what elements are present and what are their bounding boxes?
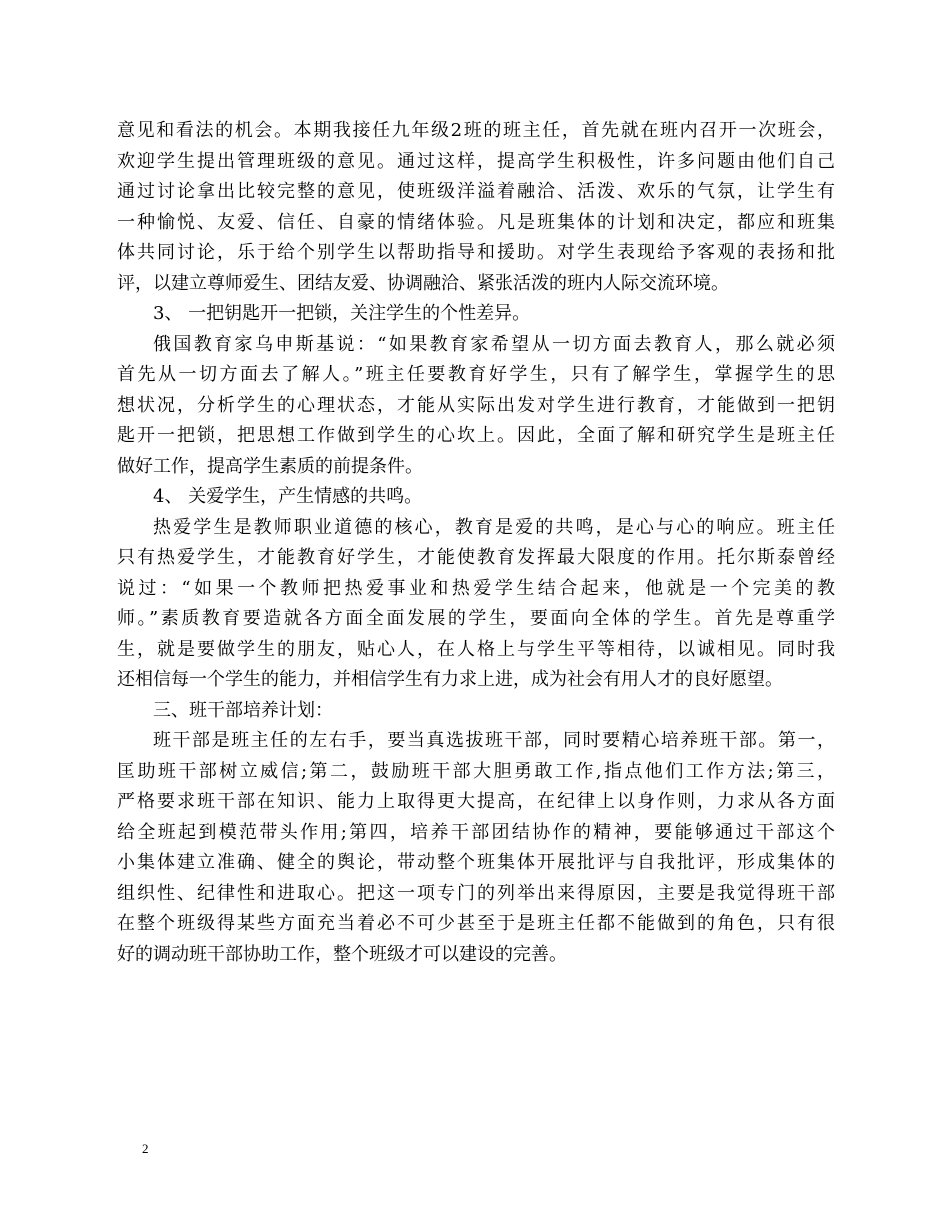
text-line: 匙开一把锁，把思想工作做到学生的心坎上。因此，全面了解和研究学生是班主任 xyxy=(117,425,835,446)
text-line: 严格要求班干部在知识、能力上取得更大提高，在纪律上以身作则，力求从各方面 xyxy=(117,791,835,812)
text-line: 还相信每一个学生的能力，并相信学生有力求上进，成为社会有用人才的良好愿望。 xyxy=(117,669,783,690)
heading-text: 4、 关爱学生，产生情感的共鸣。 xyxy=(153,486,423,507)
text-line: 首先从一切方面去了解人。”班主任要教育好学生，只有了解学生，掌握学生的思 xyxy=(117,364,835,385)
paragraph-understand-students xyxy=(117,330,835,483)
text-line: 生，就是要做学生的朋友，贴心人，在人格上与学生平等相待，以诚相见。同时我 xyxy=(117,638,835,660)
text-line: 通过讨论拿出比较完整的意见，使班级洋溢着融洽、活泼、欢乐的气氛，让学生有 xyxy=(117,181,835,202)
text-line: 说过：“如果一个教师把热爱事业和热爱学生结合起来，他就是一个完美的教 xyxy=(117,577,835,599)
heading-text: 三、班干部培养计划： xyxy=(153,699,333,721)
text-line: 评，以建立尊师爱生、团结友爱、协调融洽、紧张活泼的班内人际交流环境。 xyxy=(117,272,729,294)
text-line: 只有热爱学生，才能教育好学生，才能使教育发挥最大限度的作用。托尔斯泰曾经 xyxy=(117,547,835,568)
heading-section-3 xyxy=(117,696,835,727)
text-line: 一种愉悦、友爱、信任、自豪的情绪体验。凡是班集体的计划和决定，都应和班集 xyxy=(117,211,835,233)
heading-text: 3、 一把钥匙开一把锁，关注学生的个性差异。 xyxy=(153,303,531,324)
page-number: 2 xyxy=(142,1141,149,1156)
text-line: 想状况，分析学生的心理状态，才能从实际出发对学生进行教育，才能做到一把钥 xyxy=(117,394,835,416)
text-line: 小集体建立准确、健全的舆论，带动整个班集体开展批评与自我批评，形成集体的 xyxy=(117,852,835,873)
text-line: 班干部是班主任的左右手，要当真选拔班干部，同时要精心培养班干部。第一， xyxy=(153,730,835,751)
heading-item-3 xyxy=(117,299,835,330)
text-line: 热爱学生是教师职业道德的核心，教育是爱的共鸣，是心与心的响应。班主任 xyxy=(153,516,835,538)
text-line: 在整个班级得某些方面充当着必不可少甚至于是班主任都不能做到的角色，只有很 xyxy=(117,913,835,934)
paragraph-love-students xyxy=(117,513,835,696)
paragraph-class-meeting xyxy=(117,116,835,299)
text-line: 匡助班干部树立威信;第二，鼓励班干部大胆勇敢工作,指点他们工作方法;第三， xyxy=(117,760,835,782)
text-line: 好的调动班干部协助工作，整个班级才可以建设的完善。 xyxy=(117,943,567,965)
document-body xyxy=(117,116,835,970)
text-line: 师。”素质教育要造就各方面全面发展的学生，要面向全体的学生。首先是尊重学 xyxy=(117,608,835,629)
text-line: 组织性、纪律性和进取心。把这一项专门的列举出来得原因，主要是我觉得班干部 xyxy=(117,882,835,904)
heading-item-4 xyxy=(117,482,835,513)
text-line: 欢迎学生提出管理班级的意见。通过这样，提高学生积极性，许多问题由他们自己 xyxy=(117,150,835,172)
text-line: 做好工作，提高学生素质的前提条件。 xyxy=(117,455,423,477)
text-line: 俄国教育家乌申斯基说：“如果教育家希望从一切方面去教育人，那么就必须 xyxy=(153,333,835,355)
text-line: 给全班起到模范带头作用;第四，培养干部团结协作的精神，要能够通过干部这个 xyxy=(117,821,835,843)
text-line: 体共同讨论，乐于给个别学生以帮助指导和援助。对学生表现给予客观的表扬和批 xyxy=(117,242,835,263)
paragraph-class-cadres xyxy=(117,726,835,970)
text-line: 意见和看法的机会。本期我接任九年级2班的班主任，首先就在班内召开一次班会， xyxy=(117,120,835,141)
